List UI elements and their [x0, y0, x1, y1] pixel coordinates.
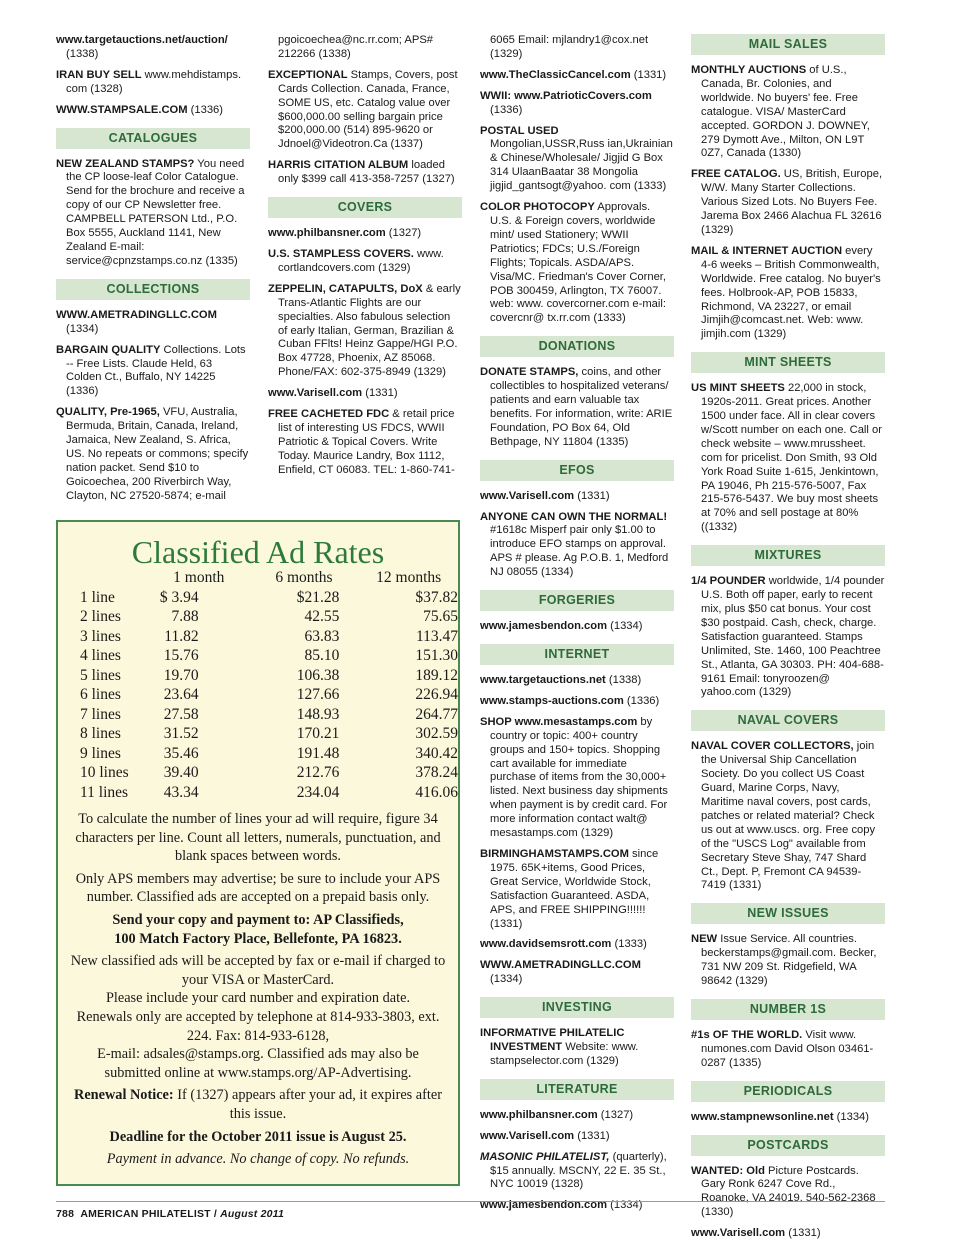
- rates-price: 191.48: [296, 744, 340, 762]
- listing-text: www.mehdistamps. com (1328): [66, 68, 242, 95]
- listing-headline: www.stamps-auctions.com: [480, 694, 624, 707]
- classified-listing: [691, 575, 885, 700]
- rates-price: 85.10: [304, 647, 340, 665]
- classified-listing: [56, 309, 250, 337]
- listing-headline: WANTED: Old: [691, 1164, 765, 1177]
- listing-headline: BARGAIN QUALITY: [56, 343, 161, 356]
- rates-row: [80, 764, 458, 784]
- rates-price: $37.82: [415, 588, 458, 606]
- section-heading: MINT SHEETS: [691, 352, 885, 373]
- rates-note-card: Please include your card number and expiration date.: [105, 990, 411, 1007]
- rates-price: 15.76: [163, 647, 199, 665]
- renewal-label: Renewal Notice:: [74, 1087, 174, 1104]
- listing-text: VFU, Australia, Bermuda, Britain, Canada, Ireland, Jamaica, New Zealand, S. Africa, US. No repeats or commons; specify nation packet. Send $10 to Goicoechea, 200 Riverbirch Way, Clayton, NC 27520-5874; e-mail: [66, 406, 249, 502]
- classified-listing: [480, 34, 674, 62]
- listing-headline: www.Varisell.com: [691, 1227, 786, 1240]
- rates-price: $ 3.94: [159, 588, 199, 606]
- listing-text: by country or topic: 400+ country groups and 150+ topics. Shopping cart available for immediate purchase of items from the 30,000+ listed. Next business day shipments when payment is by credit card. For more information contact walt@ mesastamps.com (1329): [490, 715, 668, 840]
- listing-text: every 4-6 weeks – British Commonwealth, Worldwide. Free catalog. No buyer's fees. Holbrook-AP, POB 15833, Richmond, VA 23227, or email Jimjih@comcast.net. Web: www. jimjih.com (1329): [701, 244, 881, 341]
- classified-listing: [480, 1130, 674, 1144]
- listing-headline: WWII: www.PatrioticCovers.com: [480, 89, 652, 102]
- listing-headline: www.philbansner.com: [480, 1108, 598, 1121]
- listing-headline: HARRIS CITATION ALBUM: [268, 159, 409, 172]
- classified-listing: [480, 959, 674, 987]
- rates-price: 148.93: [296, 705, 340, 723]
- column-1: [56, 34, 250, 511]
- listing-text: (1327): [385, 227, 422, 240]
- classified-listing: [691, 1165, 885, 1221]
- rates-note-line-count: To calculate the number of lines your ad will require, figure 34 characters per line. Count all letters, numerals, punctuation, and blank spaces between words.: [75, 811, 441, 865]
- listing-headline: DONATE STAMPS,: [480, 366, 579, 379]
- rates-table: [80, 568, 458, 803]
- rates-price: 189.12: [415, 666, 458, 684]
- rates-row: [80, 686, 458, 706]
- classified-listing: [480, 125, 674, 195]
- listing-headline: 1/4 POUNDER: [691, 575, 766, 588]
- section-heading: DONATIONS: [480, 336, 674, 357]
- rates-price: $21.28: [296, 588, 340, 606]
- listing-headline: FREE CACHETED FDC: [268, 408, 390, 421]
- classified-ad-rates-box: [56, 520, 460, 1186]
- rates-price: 264.77: [415, 705, 458, 723]
- rates-price: 416.06: [415, 783, 458, 801]
- listing-headline: ANYONE CAN OWN THE NORMAL!: [480, 510, 668, 523]
- classified-listing: [691, 1111, 885, 1125]
- rates-line-count: 9 lines: [80, 744, 121, 762]
- section-heading: INVESTING: [480, 997, 674, 1018]
- rates-line-count: 2 lines: [80, 608, 121, 626]
- listing-text: since 1975. 65K+items, Good Prices, Great Service, Worldwide Stock, Satisfaction Guaranteed. ASDA, APS, and FREE SHIPPING!!!!!! (1331): [490, 847, 659, 930]
- rates-price: 19.70: [163, 666, 199, 684]
- listing-headline: NEW: [691, 933, 718, 946]
- rates-row: [80, 783, 458, 803]
- listing-text: (1334): [607, 620, 643, 633]
- rates-line-count: 10 lines: [80, 764, 129, 782]
- listing-text: (1333): [611, 938, 647, 951]
- classified-listing: [268, 159, 462, 187]
- rates-note-email: E-mail: adsales@stamps.org. Classified ads may also be submitted online at www.stamps.org/AP-Advertising.: [97, 1046, 419, 1081]
- rates-notes: [70, 810, 446, 1169]
- rates-price: 170.21: [296, 725, 340, 743]
- classified-listing: [480, 1109, 674, 1123]
- rates-price: 378.24: [415, 764, 458, 782]
- rates-row: [80, 608, 458, 628]
- listing-headline: www.davidsemsrott.com: [480, 938, 612, 951]
- rates-header-6-months: 6 months: [275, 569, 333, 586]
- rates-price: 7.88: [171, 608, 199, 626]
- page-number: 788: [56, 1208, 75, 1220]
- listing-text: Website: www. stampselector.com (1329): [490, 1041, 639, 1067]
- listing-headline: BIRMINGHAMSTAMPS.COM: [480, 847, 629, 860]
- listing-headline: U.S. STAMPLESS COVERS.: [268, 247, 414, 260]
- rates-price: 43.34: [163, 783, 199, 801]
- listing-headline: WWW.AMETRADINGLLC.COM: [480, 959, 641, 972]
- column-2: [268, 34, 462, 485]
- rates-price: 23.64: [163, 686, 199, 704]
- classified-listing: [268, 227, 462, 241]
- classified-listing: [691, 1227, 885, 1241]
- rates-note-renewals: Renewals only are accepted by telephone at 814-933-3803, ext. 224. Fax: 814-933-6128,: [76, 1008, 440, 1044]
- listing-headline: POSTAL USED: [480, 124, 559, 137]
- classified-listing: [691, 1029, 885, 1071]
- classified-listing: [480, 90, 674, 118]
- rates-price: 113.47: [415, 627, 458, 645]
- listing-text: pgoicoechea@nc.rr.com; APS# 212266 (1338): [278, 34, 434, 60]
- classified-listing: [56, 158, 250, 269]
- rates-row: [80, 666, 458, 686]
- rates-note-members: Only APS members may advertise; be sure to include your APS number. Classified ads are accepted on a prepaid basis only.: [75, 870, 441, 906]
- rates-title: Classified Ad Rates: [131, 534, 385, 570]
- section-heading: MAIL SALES: [691, 34, 885, 55]
- section-heading: COLLECTIONS: [56, 279, 250, 300]
- listing-text: Visit www. numones.com David Olson 03461-0287 (1335): [701, 1028, 874, 1069]
- listing-text: Picture Postcards. Gary Ronk 6247 Cove Rd., Roanoke, VA 24019. 540-562-2368 (1330): [701, 1164, 876, 1219]
- classified-listing: [480, 1027, 674, 1069]
- section-heading: CATALOGUES: [56, 128, 250, 149]
- rates-price: 39.40: [163, 764, 199, 782]
- column-4: [691, 34, 885, 1248]
- listing-headline: WWW.AMETRADINGLLC.COM: [56, 308, 217, 321]
- classified-listing: [56, 104, 250, 118]
- listing-text: worldwide, 1/4 pounder U.S. Both off paper, early to recent mix, plus $50 cat bonus. Your cost $30 postpaid. Cash, check, charge. Satisfaction guaranteed. Stamps Unlimited, Ste. 1460, 100 Peachtree St., Atlanta, GA 30303. PH: 404-688-9161 Email: tonyroozen@ yahoo.com (1329): [701, 575, 885, 699]
- rates-row: [80, 744, 458, 764]
- rates-line-count: 7 lines: [80, 705, 121, 723]
- listing-headline: MONTHLY AUCTIONS: [691, 64, 807, 76]
- listing-headline: #1s OF THE WORLD.: [691, 1028, 803, 1041]
- listing-headline: MAIL & INTERNET AUCTION: [691, 244, 843, 257]
- rates-row: [80, 627, 458, 647]
- rates-row: [80, 588, 458, 608]
- listing-text: (1331): [630, 68, 667, 81]
- rates-header-row: [80, 568, 458, 588]
- listing-headline: www.targetauctions.net: [480, 674, 606, 686]
- listing-headline: MASONIC PHILATELIST,: [480, 1150, 610, 1163]
- magazine-name: AMERICAN PHILATELIST: [80, 1208, 211, 1220]
- classified-listing: [56, 344, 250, 400]
- section-heading: POSTCARDS: [691, 1135, 885, 1156]
- listing-headline: FREE CATALOG.: [691, 168, 781, 181]
- listing-headline: IRAN BUY SELL: [56, 68, 142, 81]
- rates-price: 75.65: [423, 608, 458, 626]
- listing-text: (1331): [785, 1227, 821, 1240]
- listing-headline: www.Varisell.com: [268, 387, 363, 400]
- classified-listing: [691, 64, 885, 161]
- listing-text: (1327): [597, 1108, 634, 1121]
- classified-listing: [480, 848, 674, 931]
- listing-text: Approvals. U.S. & Foreign covers, worldwide mint/ used Stationery; WWII Patriotics; FDCs; U.S./Foreign Flights; Topicals. ASDA/APS. Visa/MC. Friedman's Cover Corner, POB 300459, Arlington, TX 76007. web: www. covercorner.com e-mail: covercnr@ tx.rr.com (1333): [490, 201, 667, 325]
- listing-headline: EXCEPTIONAL: [268, 68, 348, 81]
- rates-line-count: 11 lines: [80, 783, 129, 801]
- page-footer: 788 AMERICAN PHILATELIST / August 2011: [56, 1208, 284, 1220]
- listing-text: (1331): [574, 489, 610, 502]
- section-heading: LITERATURE: [480, 1079, 674, 1100]
- classified-listing: [691, 245, 885, 342]
- classified-listing: [480, 695, 674, 709]
- listing-headline: COLOR PHOTOCOPY: [480, 201, 595, 214]
- rates-line-count: 6 lines: [80, 686, 121, 704]
- listing-text: join the Universal Ship Cancellation Society. Do you collect US Coast Guard, Marine Corps, Navy, Maritime naval covers, post cards, patches or related material? Check us out at www.uscs. org. Free copy of the "USCS Log" available from Secretary Steve Shay, 747 Shard Ct., Dept. P, Fremont CA 94539-7419 (1331): [701, 740, 876, 892]
- renewal-text: If (1327) appears after your ad, it expires after this issue.: [173, 1087, 442, 1122]
- classified-listing: [480, 716, 674, 841]
- classified-listing: [56, 34, 250, 62]
- rates-header-1-month: 1 month: [173, 569, 225, 586]
- classified-listing: [691, 740, 885, 893]
- listing-text: coins, and other collectibles to hospitalized veterans/ patients and earn valuable tax benefits. For information, write: ARIE Foundation, PO Box 64, Old Bethpage, NY 11804 (1335): [490, 366, 673, 448]
- listing-headline: SHOP www.mesastamps.com: [480, 715, 638, 728]
- section-heading: EFOS: [480, 460, 674, 481]
- classified-listing: [268, 34, 462, 62]
- classified-listing: [691, 933, 885, 989]
- listing-text: (1334): [66, 322, 99, 335]
- listing-headline: www.Varisell.com: [480, 1129, 575, 1142]
- classified-listing: [480, 201, 674, 326]
- rates-line-count: 8 lines: [80, 725, 121, 743]
- listing-headline: www.TheClassicCancel.com: [480, 68, 631, 81]
- listing-headline: www.jamesbendon.com: [480, 1199, 608, 1212]
- rates-line-count: 4 lines: [80, 647, 121, 665]
- rates-line-count: 3 lines: [80, 627, 121, 645]
- listing-headline: www.jamesbendon.com: [480, 620, 608, 633]
- listing-text: (1336): [490, 103, 523, 116]
- rates-send-line-1: Send your copy and payment to: AP Classifieds,: [112, 911, 404, 928]
- listing-headline: NEW ZEALAND STAMPS?: [56, 157, 195, 170]
- listing-text: (1336): [623, 694, 660, 707]
- section-heading: PERIODICALS: [691, 1081, 885, 1102]
- listing-text: #1618c Misperf pair only $1.00 to introduce EFO stamps on approval. APS # please. Ag P.O.B. 1, Medford NJ 08055 (1334): [490, 524, 669, 579]
- classified-listing: [480, 366, 674, 449]
- rates-renewal-notice: [70, 1086, 446, 1123]
- listing-text: Issue Service. All countries. beckerstamps@gmail.com. Becker, 731 NW 209 St. Ridgefield, WA 98642 (1329): [701, 933, 877, 988]
- classified-listing: [480, 490, 674, 504]
- rates-price: 226.94: [415, 686, 458, 704]
- section-heading: NUMBER 1S: [691, 999, 885, 1020]
- rates-row: [80, 705, 458, 725]
- classified-listing: [56, 406, 250, 503]
- listing-text: (1336): [187, 103, 223, 116]
- section-heading: FORGERIES: [480, 590, 674, 611]
- listing-text: Mongolian,USSR,Russ ian,Ukrainian & Chinese/Wholesale/ Jigjid G Box 314 UlaanBaatar 38 Mongolia jigjid_gantsogt@yahoo. com (1333): [490, 138, 673, 193]
- listing-headline: QUALITY, Pre-1965,: [56, 406, 160, 419]
- rates-price: 11.82: [164, 627, 199, 645]
- rates-header-blank: [80, 568, 149, 588]
- classified-listing: [480, 511, 674, 581]
- rates-line-count: 5 lines: [80, 666, 121, 684]
- listing-text: Stamps, Covers, post Cards Collection. Canada, France, SOME US, etc. Catalog value over $600,000.00 selling bargain price $200,000.00 (514) 895-9620 or Jdnoel@Videotron.Ca (1337): [278, 68, 458, 151]
- rates-send-line-2: 100 Match Factory Place, Bellefonte, PA 16823.: [114, 930, 402, 947]
- classified-listing: [480, 69, 674, 83]
- listing-text: (1338): [605, 674, 642, 686]
- section-heading: INTERNET: [480, 644, 674, 665]
- listing-text: US, British, Europe, W/W. Many Starter Collections. Various Sized Lots. No Buyers Fee. Jarema Box 2466 Alachua FL 32616 (1329): [701, 168, 883, 236]
- classified-listing: [268, 248, 462, 276]
- rates-price: 302.59: [415, 725, 458, 743]
- listing-text: 22,000 in stock, 1920s-2011. Great prices. Another 1500 under face. All in clear covers w/Scott number on each one. Call or check website – www.mrussheet. com for pricelist. Don Smith, 93 Old York Road Suite 1-615, Jenkintown, PA 19046, Ph 215-576-5007, Fax 215-576-5437. We buy most sheets at 70% and sell postage at 80% ((1332): [701, 382, 882, 534]
- listing-text: You need the CP loose-leaf Color Catalogue. Send for the brochure and receive a copy of our CP Newsletter free. CAMPBELL PATERSON Ltd., P.O. Box 5555, Auckland 1141, New Zealand E-mail: service@cpnzstamps.co.nz (1335): [66, 157, 245, 267]
- rates-price: 151.30: [415, 647, 458, 665]
- section-heading: NEW ISSUES: [691, 903, 885, 924]
- rates-price: 340.42: [415, 744, 458, 762]
- listing-text: (1334): [490, 973, 523, 986]
- rates-price: 106.38: [296, 666, 340, 684]
- listing-headline: www.Varisell.com: [480, 489, 575, 502]
- rates-price: 63.83: [304, 627, 340, 645]
- classified-listing: [480, 938, 674, 952]
- rates-price: 31.52: [163, 725, 199, 743]
- classified-listing: [691, 382, 885, 535]
- rates-line-count: 1 line: [80, 588, 115, 606]
- listing-text: (1334): [607, 1199, 643, 1212]
- listing-text: (1331): [574, 1129, 610, 1142]
- classified-listing: [480, 620, 674, 634]
- rates-price: 27.58: [163, 705, 199, 723]
- rates-row: [80, 725, 458, 745]
- listing-text: www. cortlandcovers.com (1329): [278, 247, 444, 274]
- listing-headline: INFORMATIVE PHILATELIC INVESTMENT: [480, 1027, 625, 1054]
- classified-listing: [268, 408, 462, 478]
- listing-headline: ZEPPELIN, CATAPULTS, DoX: [268, 282, 423, 295]
- listing-text: (1334): [833, 1110, 870, 1123]
- rates-price: 127.66: [296, 686, 340, 704]
- listing-text: of U.S., Canada, Br. Colonies, and worldwide. No buyers' fee. Free catalogue. VISA/ MasterCard accepted. GORDON J. DOWNEY, 279 Dymott Ave., Milton, ON L9T 0Z7, Canada (1330): [701, 64, 870, 160]
- classified-listing: [268, 69, 462, 152]
- rates-row: [80, 647, 458, 667]
- section-heading: MIXTURES: [691, 545, 885, 566]
- rates-price: 234.04: [296, 783, 340, 801]
- classified-listing: [268, 387, 462, 401]
- classified-listing: [691, 168, 885, 238]
- listing-headline: www.philbansner.com: [268, 227, 386, 240]
- classified-listing: [268, 283, 462, 380]
- classified-listing: [480, 1151, 674, 1193]
- section-heading: NAVAL COVERS: [691, 710, 885, 731]
- rates-deadline: Deadline for the October 2011 issue is August 25.: [109, 1128, 407, 1145]
- rates-payment-note: Payment in advance. No change of copy. No refunds.: [106, 1151, 410, 1168]
- classified-listing: [56, 69, 250, 97]
- footer-rule: [56, 1201, 885, 1202]
- listing-text: & retail price list of interesting US FDCS, WWII Patriotic & Topical Covers. Write Today. Maurice Landry, Box 1112, Enfield, CT 06083. TEL: 1-860-741-: [278, 408, 455, 476]
- rates-note-fax: New classified ads will be accepted by fax or e-mail if charged to your VISA or MasterCard.: [70, 953, 446, 988]
- column-3: [480, 34, 674, 1220]
- listing-headline: www.stampnewsonline.net: [691, 1110, 834, 1123]
- listing-text: Collections. Lots -- Free Lists. Claude Held, 63 Colden Ct., Buffalo, NY 14225 (1336): [66, 343, 246, 398]
- rates-price: 212.76: [296, 764, 340, 782]
- listing-headline: NAVAL COVER COLLECTORS,: [691, 740, 854, 753]
- listing-text: & early Trans-Atlantic Flights are our specialties. Also fabulous selection of early Italian, German, Brazilian & Cuban FFlts! Heinz Gappe/HGI P.O. Box 47728, Phoenix, AZ 85068. Phone/FAX: 602-375-8949 (1329): [278, 282, 461, 379]
- listing-headline: WWW.STAMPSALE.COM: [56, 103, 188, 116]
- listing-headline: www.targetauctions.net/auction/: [56, 34, 228, 46]
- listing-text: 6065 Email: mjlandry1@cox.net (1329): [490, 34, 649, 60]
- rates-header-12-months: 12 months: [376, 569, 442, 586]
- rates-price: 35.46: [163, 744, 199, 762]
- listing-text: loaded only $399 call 413-358-7257 (1327): [278, 159, 455, 186]
- listing-text: (quarterly), $15 annually. MSCNY, 22 E. 35 St., NYC 10019 (1328): [490, 1150, 667, 1191]
- rates-price: 42.55: [304, 608, 340, 626]
- listing-headline: US MINT SHEETS: [691, 382, 785, 395]
- listing-text: (1338): [66, 47, 99, 60]
- listing-text: (1331): [362, 387, 398, 400]
- classified-listing: [480, 674, 674, 688]
- issue-date: August 2011: [220, 1208, 284, 1220]
- section-heading: COVERS: [268, 197, 462, 218]
